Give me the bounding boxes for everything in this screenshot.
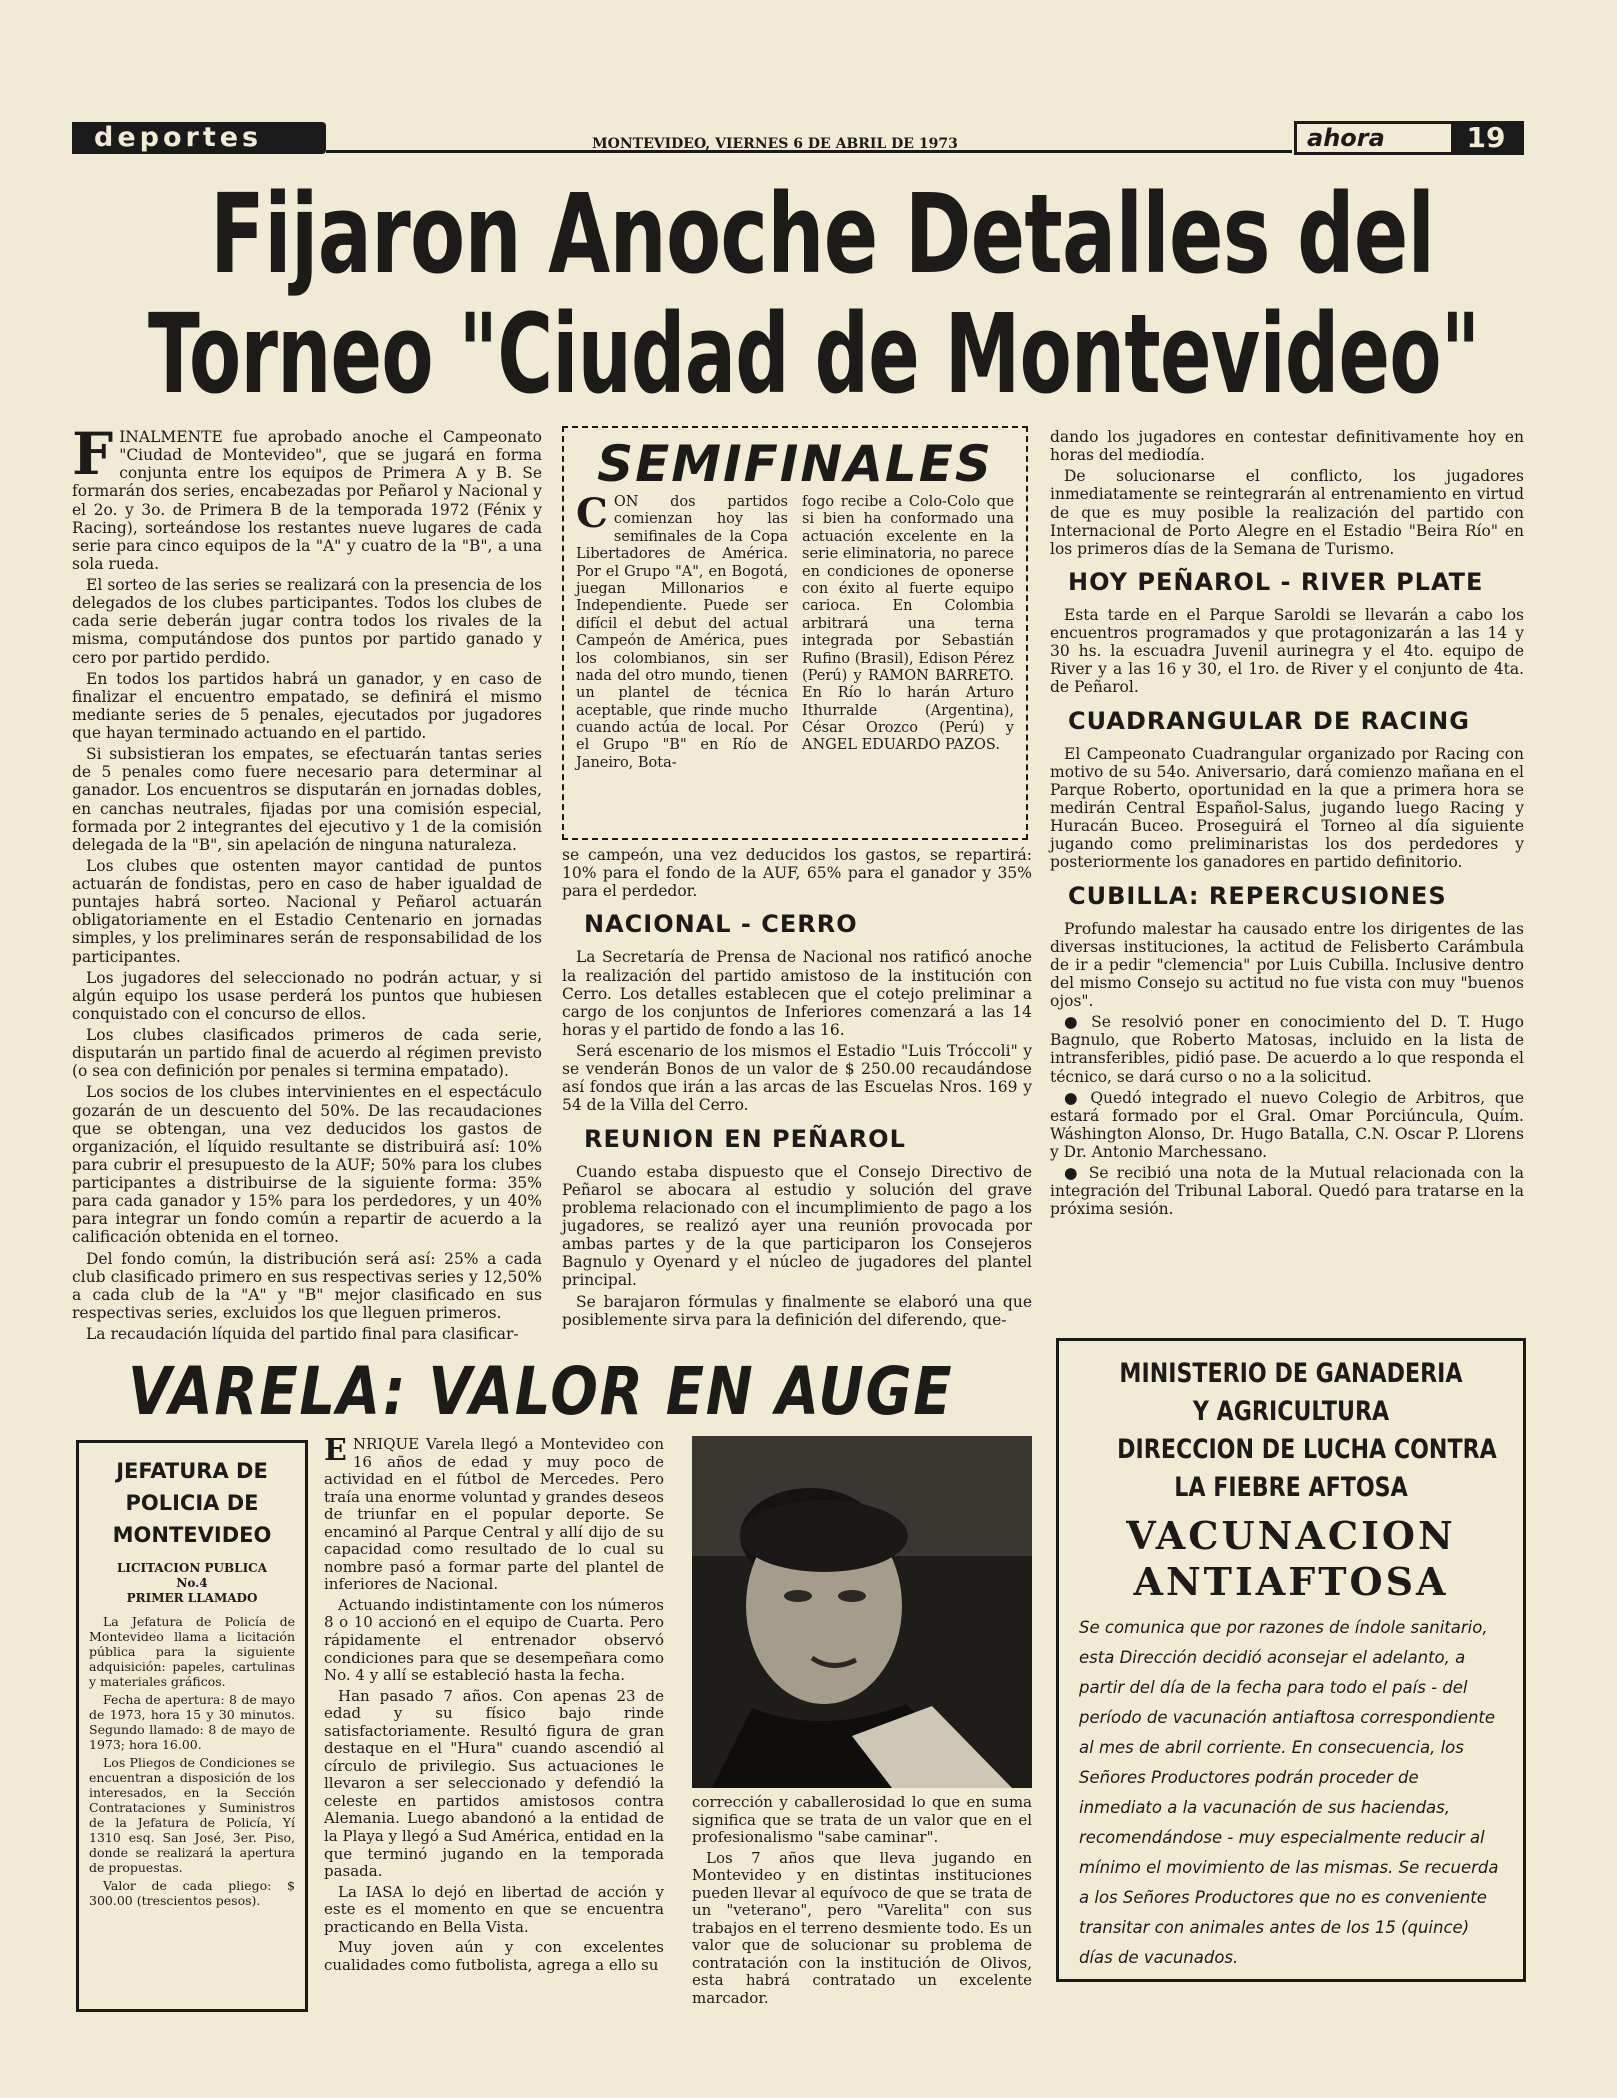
police-sub-1: LICITACION PUBLICA (116, 1561, 268, 1575)
paragraph: Los 7 años que lleva jugando en Montevideo y en distintas instituciones pueden llevar al equívoco de que se trata de un "veterano", pero "Varelita" con sus trabajos en el terreno desmiente todo. Es un valor que de solucionar su problema de contratación con la institución de Olivos, esta habrá contratado un excelente marcador. (692, 1848, 1032, 2008)
semifinales-title: SEMIFINALES (597, 435, 993, 493)
paragraph: Del fondo común, la distribución será así: 25% a cada club clasificado primero en sus respectivas series y 12,50% a cada club de la "A" y "B" mejor clasificado en sus respectivas series, excluidos los que lleguen primeros. (72, 1249, 542, 1322)
semifinales-col1 (576, 490, 788, 772)
paragraph: Los clubes que ostenten mayor cantidad de puntos actuarán de fondistas, pero en caso de haber igualdad de puntajes habrá sorteo. Nacional y Peñarol actuarán obligatoriamente en el Estadio Centenario en jornadas simples, y los preliminares serán de responsabilidad de los participantes. (72, 856, 542, 966)
paragraph: Los socios de los clubes intervinientes en el espectáculo gozarán de un descuento del 50%. De las recaudaciones que se obtengan, una vez deducidos los gastos de organización, el líquido resultante se distribuirá así: 10% para cubrir el presupuesto de la AUF; 50% para los clubes participantes a distribuirse de la siguiente forma: 35% para cada ganador y 15% para los perdedores, y un 40% para integrar un fondo común a repartir de acuerdo a la calificación obtenida en el torneo. (72, 1083, 542, 1247)
police-sub-2: No.4 (176, 1576, 208, 1590)
dateline: MONTEVIDEO, VIERNES 6 DE ABRIL DE 1973 (592, 136, 958, 152)
ministry-line-3: DIRECCION DE LUCHA CONTRA (1117, 1434, 1497, 1465)
ministry-big-2: ANTIAFTOSA (1133, 1559, 1449, 1604)
left-article (72, 420, 542, 1346)
semifinales-box (562, 426, 1028, 840)
page-number: 19 (1451, 124, 1521, 152)
police-paragraph: Fecha de apertura: 8 de mayo de 1973, hora 15 y 30 minutos. Segundo llamado: 8 de mayo de 1973; hora 16.00. (89, 1692, 295, 1752)
paragraph: Actuando indistintamente con los números 8 o 10 accionó en el equipo de Cuarta. Pero rápidamente el entrenador observó condiciones para que se desempeñara como No. 4 y allí se estableció hasta la fecha. (324, 1595, 664, 1685)
bullet-item: ● Quedó integrado el nuevo Colegio de Arbitros, que estará formado por el Gral. Omar Porciúncula, Quím. Wáshington Alonso, Dr. Hugo Batalla, C.N. Oscar P. Llorens y Dr. Antonio Marchessano. (1050, 1089, 1524, 1162)
heading-reunion-penarol: REUNION EN PEÑAROL (584, 1124, 906, 1153)
ministry-body: Se comunica que por razones de índole sanitario, esta Dirección decidió aconsejar el adelanto, a partir del día de la fecha para todo el país - del período de vacunación antiaftosa correspondiente al mes de abril corriente. En consecuencia, los Señores Productores podrán proceder de inmediato a la vacunación de sus haciendas, recomendándose - muy especialmente reducir al mínimo el movimiento de las mismas. Se recuerda a los Señores Productores que no es conveniente transitar con animales antes de los 15 (quince) días de vacunados. (1079, 1618, 1499, 1967)
ministry-big-1: VACUNACION (1126, 1513, 1456, 1558)
main-headline-line2: Torneo "Ciudad de Montevideo" (148, 290, 1480, 418)
heading-nacional-cerro: NACIONAL - CERRO (584, 910, 858, 939)
paragraph: corrección y caballerosidad lo que en suma significa que se trata de un valor que en el profesionalismo "sabe caminar". (692, 1793, 1032, 1847)
varela-dropcap: E (324, 1433, 347, 1468)
paragraph: Será escenario de los mismos el Estadio "Luis Tróccoli" y se venderán Bonos de un valor de $ 250.00 recaudándose así fondos que irán a las arcas de las Escuelas Nros. 169 y 54 de la Villa del Cerro. (562, 1042, 1032, 1115)
middle-continuation: se campeón, una vez deducidos los gastos, se repartirá: 10% para el fondo de la AUF, 65% para el ganador y 35% para el perdedor. (562, 846, 1032, 901)
heading-cubilla: CUBILLA: REPERCUSIONES (1068, 881, 1447, 910)
semifinales-col2: fogo recibe a Colo-Colo que si bien ha conformado una actuación excelente en la serie eliminatoria, no parece en condiciones de oponerse con éxito al fuerte equipo carioca. En Colombia arbitrará una terna integrada por Sebastián Rufino (Brasil), Edison Pérez (Perú) y RAMON BARRETO. En Río lo harán Arturo Ithurralde (Argentina), César Orozco (Perú) y ANGEL EDUARDO PAZOS. (802, 494, 1014, 754)
section-label: deportes (94, 122, 263, 153)
paragraph: Profundo malestar ha causado entre los dirigentes de las diversas instituciones, la actitud de Felisberto Carámbula de ir a pedir "clemencia" por Luis Cubilla. Inclusive dentro del mismo Consejo su actitud no fue vista con muy "buenos ojos". (1050, 919, 1524, 1011)
varela-photo (692, 1436, 1032, 1788)
heading-cuadrangular-racing: CUADRANGULAR DE RACING (1068, 706, 1470, 735)
paragraph: Se barajaron fórmulas y finalmente se elaboró una que posiblemente sirva para la definición del diferendo, que- (562, 1292, 1032, 1329)
paragraph: Han pasado 7 años. Con apenas 23 de edad y su físico bajo rinde satisfactoriamente. Resultó figura de gran destaque en el "Hura" cuando ascendió al círculo de privilegio. Sus actuaciones le llevaron a ser seleccionado y defendió la celeste en partidos amistosos contra Alemania. Luego abandonó a la entidad de la Playa y llegó a Sud América, entidad en la que terminó jugando en la temporada pasada. (324, 1686, 664, 1881)
police-paragraph: La Jefatura de Policía de Montevideo llama a licitación pública para la siguiente adquisición: papeles, cartulinas y materiales gráficos. (89, 1614, 295, 1689)
section-tag (72, 122, 326, 154)
masthead-box (1294, 121, 1524, 155)
police-title-3: MONTEVIDEO (112, 1523, 272, 1547)
paragraph: NRIQUE Varela llegó a Montevideo con 16 años de edad y muy poco de actividad en el fútbol de Mercedes. Pero traía una enorme voluntad y grandes deseos de triunfar en el popular deporte. Se encaminó al Parque Central y allí dijo de su capacidad como resultado de lo cual su nombre pasó a formar parte del plantel de inferiores de Nacional. (324, 1435, 664, 1594)
paragraph: La Secretaría de Prensa de Nacional nos ratificó anoche la realización del partido amistoso de la institución con Cerro. Los detalles establecen que el cotejo preliminar a cargo de los conjuntos de Inferiores comenzará a las 14 horas y el partido de fondo a las 16. (562, 948, 1032, 1039)
bullet-item: ● Se recibió una nota de la Mutual relacionada con la integración del Tribunal Laboral. Quedó para tratarse en la próxima sesión. (1050, 1164, 1524, 1218)
paragraph: Si subsistieran los empates, se efectuarán tantas series de 5 penales como fuere necesario para determinar al ganador. Los encuentros se disputarán en jornadas dobles, en canchas neutrales, fijadas por una comisión especial, formada por 2 integrantes del ejecutivo y 1 de la comisión delegada de la "B", sin apelación de ninguna naturaleza. (72, 745, 542, 854)
paragraph: Muy joven aún y con excelentes cualidades como futbolista, agrega a ello su (324, 1938, 664, 1974)
police-title-2: POLICIA DE (125, 1491, 259, 1515)
ministry-line-2: Y AGRICULTURA (1192, 1396, 1390, 1427)
paragraph: De solucionarse el conflicto, los jugadores inmediatamente se reintegrarán al entrenamiento en virtud de que es muy posible la realización del partido con Internacional de Porto Alegre en el Estadio "Beira Río" en los primeros días de la Semana de Turismo. (1050, 467, 1524, 558)
bullet-item: ● Se resolvió poner en conocimiento del D. T. Hugo Bagnulo, que Roberto Matosas, incluido en la lista de intransferibles, pidió pase. De acuerdo a lo que responda el técnico, se dará curso o no a la solicitud. (1050, 1013, 1524, 1086)
ministry-line-1: MINISTERIO DE GANADERIA (1119, 1358, 1463, 1389)
varela-headline: VARELA: VALOR EN AUGE (128, 1353, 954, 1430)
paragraph: Esta tarde en el Parque Saroldi se llevarán a cabo los encuentros programados y que protagonizarán a las 14 y 30 hs. la escuadra Juvenil aurinegra y el 4to. equipo de River y a las 16 y 30, el 1ro. de River y el conjunto de 4ta. de Peñarol. (1050, 605, 1524, 697)
right-continuation: dando los jugadores en contestar definitivamente hoy en horas del mediodía. (1050, 428, 1524, 465)
main-headline-line1: Fijaron Anoche Detalles del (210, 170, 1435, 298)
varela-column-1 (324, 1433, 664, 1977)
varela-column-2 (692, 1794, 1032, 2011)
police-sub-3: PRIMER LLAMADO (126, 1591, 258, 1605)
paragraph: Cuando estaba dispuesto que el Consejo Directivo de Peñarol se abocara al estudio y solución del grave problema relacionado con el incumplimiento de pago a los jugadores, se realizó ayer una reunión provocada por ambas partes y de la que participaron los Consejeros Bagnulo y Oyenard y el núcleo de jugadores del plantel principal. (562, 1162, 1032, 1290)
paragraph: Los clubes clasificados primeros de cada serie, disputarán un partido final de acuerdo al régimen previsto (o sea con definición por penales si termina empatado). (72, 1026, 542, 1081)
paragraph: INALMENTE fue aprobado anoche el Campeonato "Ciudad de Montevideo", que se jugará en forma conjunta entre los equipos de Primera A y B. Se formarán dos series, encabezadas por Peñarol y Nacional y el 2o. y 3o. de Primera B de la temporada 1972 (Fénix y Racing), sorteándose los restantes nueve lugares de cada serie para cinco equipos de la "A" y cuatro de la "B", a una sola rueda. (72, 428, 542, 573)
ministry-line-4: LA FIEBRE AFTOSA (1174, 1472, 1408, 1503)
paragraph: Los jugadores del seleccionado no podrán actuar, y si algún equipo los usase perderá los puntos que hubiesen conquistado con el concurso de ellos. (72, 968, 542, 1023)
semifinales-text1: ON dos partidos comienzan hoy las semifinales de la Copa Libertadores de América. Por el Grupo "A", en Bogotá, juegan Millonarios e Independiente. Puede ser difícil el debut del actual Campeón de América, pues los colombianos, sin ser nada del otro mundo, tienen un plantel de técnica aceptable, que rinde mucho cuando actúa de local. Por el Grupo "B" en Río de Janeiro, Bota- (576, 494, 788, 771)
police-title-1: JEFATURA DE (116, 1459, 268, 1483)
police-paragraph: Los Pliegos de Condiciones se encuentran a disposición de los interesados, en la Sección Contrataciones y Suministros de la Jefatura de Policía, Yí 1310 esq. San José, 3er. Piso, donde se realizará la apertura de propuestas. (89, 1755, 295, 1875)
semifinales-dropcap: C (576, 490, 608, 537)
left-dropcap: F (72, 420, 114, 488)
right-column (1050, 428, 1524, 1222)
paragraph: La IASA lo dejó en libertad de acción y este es el momento en que se encuentra practicando en Bella Vista. (324, 1882, 664, 1936)
ministry-ad-box (1056, 1338, 1526, 1982)
paragraph: El sorteo de las series se realizará con la presencia de los delegados de los clubes participantes. Todos los clubes de cada serie deberán jugar contra todos los rivales de la misma, computándose dos puntos por partido ganado y cero por partido perdido. (72, 576, 542, 667)
heading-penarol-river: HOY PEÑAROL - RIVER PLATE (1068, 567, 1484, 596)
paper-name: ahora (1307, 124, 1385, 152)
paragraph: La recaudación líquida del partido final para clasificar- (86, 1325, 519, 1343)
middle-column (562, 846, 1032, 1332)
paragraph: El Campeonato Cuadrangular organizado por Racing con motivo de su 54o. Aniversario, dará comienzo mañana en el Parque Roberto, oportunidad en la que a primera hora se medirán Central Español-Salus, jugando luego Racing y Huracán Buceo. Proseguirá el Torneo al día siguiente jugando como preliminaristas los dos perdedores y posteriormente los ganadores en partido definitorio. (1050, 744, 1524, 872)
portrait-image (692, 1436, 1032, 1788)
police-paragraph: Valor de cada pliego: $ 300.00 (trescientos pesos). (89, 1878, 295, 1908)
paragraph: En todos los partidos habrá un ganador, y en caso de finalizar el encuentro empatado, se definirá el mismo mediante series de 5 penales, ejecutados por jugadores que hayan terminado actuando en el partido. (72, 669, 542, 742)
police-ad-box (76, 1440, 308, 2012)
